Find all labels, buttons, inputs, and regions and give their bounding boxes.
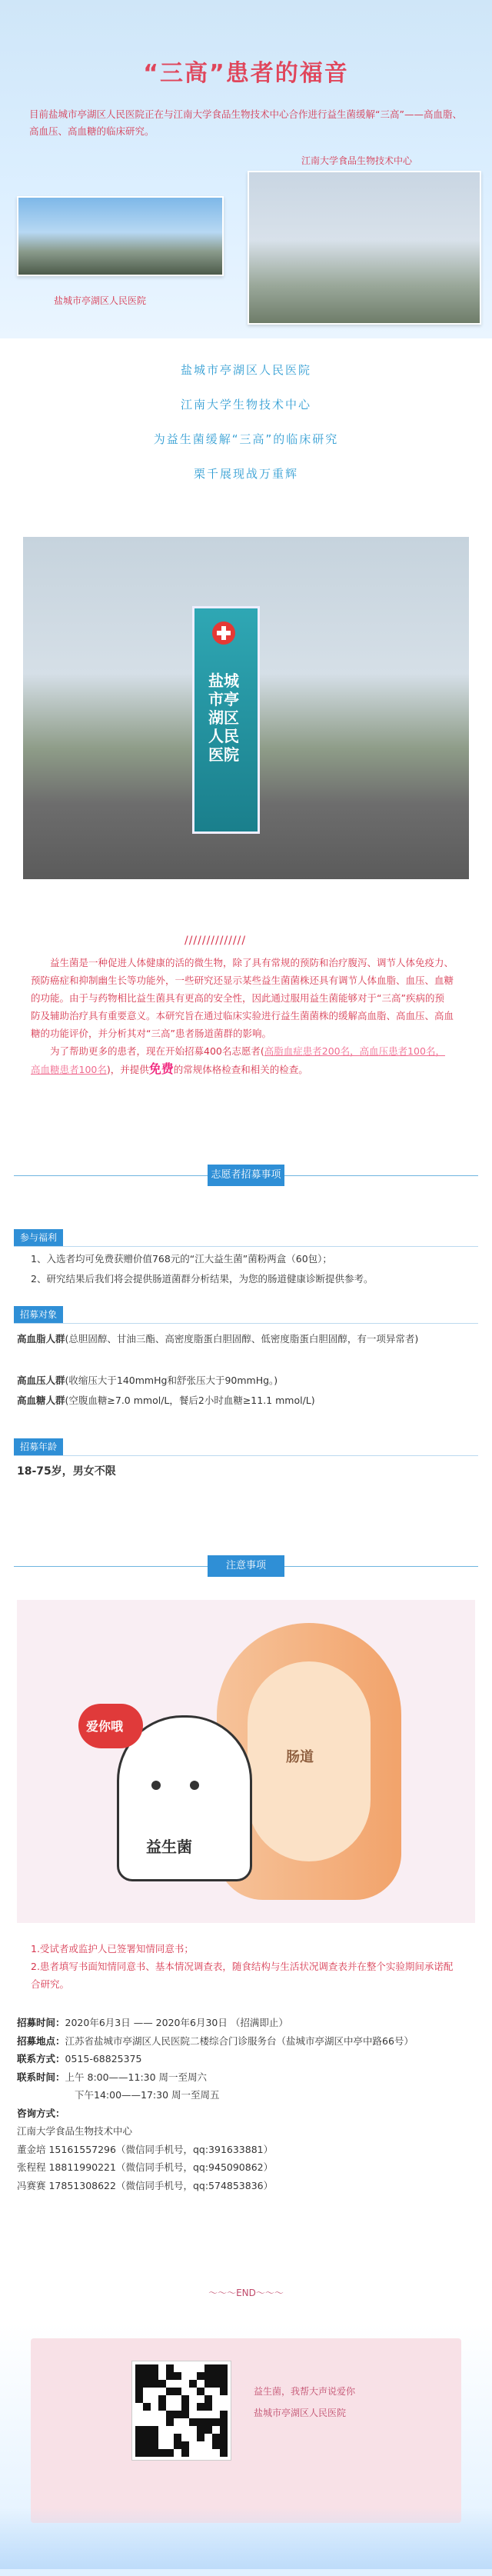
notice-item-2: 2.患者填写书面知情同意书、基本情况调查表，随食结构与生活状况调查表并在整个实验期间承诺配合研究。 bbox=[31, 1961, 454, 1990]
target-2-key: 高血压人群 bbox=[17, 1375, 65, 1386]
qr-cell bbox=[135, 2441, 143, 2449]
qr-cell bbox=[143, 2434, 151, 2441]
card-line-study: 为益生菌缓解“三高”的临床研究 bbox=[153, 432, 339, 446]
qr-cell bbox=[212, 2364, 220, 2372]
place-val: 江苏省盐城市亭湖区人民医院二楼综合门诊服务台（盐城市亭湖区中亭中路66号） bbox=[65, 2034, 414, 2047]
qr-cell bbox=[151, 2449, 158, 2457]
qr-cell bbox=[197, 2388, 204, 2395]
qr-cell bbox=[212, 2418, 220, 2426]
free-badge: 免费 bbox=[148, 1061, 174, 1076]
contact-1[interactable]: 董金培 15161557296（微信同手机号，qq:391633881） bbox=[17, 2143, 274, 2155]
qr-cell bbox=[143, 2449, 151, 2457]
sign-text: 盐城市亭湖区人民医院 bbox=[208, 671, 239, 764]
qr-cell bbox=[135, 2449, 143, 2457]
qr-cell bbox=[143, 2380, 151, 2388]
qr-cell bbox=[197, 2403, 204, 2411]
qr-cell bbox=[189, 2380, 197, 2388]
qr-cell bbox=[166, 2372, 174, 2380]
card-line-hospital: 盐城市亭湖区人民医院 bbox=[180, 363, 311, 377]
target-2-val: (收缩压大于140mmHg和舒张压大于90mmHg。) bbox=[65, 1375, 278, 1386]
qr-cell bbox=[220, 2372, 228, 2380]
qr-cell bbox=[174, 2388, 181, 2395]
qr-cell bbox=[158, 2449, 166, 2457]
hospital-sign-photo bbox=[23, 537, 469, 879]
qr-cell bbox=[143, 2403, 151, 2411]
qr-cell bbox=[135, 2364, 143, 2372]
qr-cell bbox=[204, 2364, 212, 2372]
para2-prefix: 为了帮助更多的患者，现在开始招募400名志愿者( bbox=[50, 1045, 264, 1057]
ghost-label: 益生菌 bbox=[146, 1838, 192, 1856]
end-marker: ～～～END～～～ bbox=[208, 2288, 284, 2298]
footer-ribbon bbox=[0, 2508, 492, 2569]
target-divider bbox=[14, 1323, 478, 1324]
description-para1: 益生菌是一种促进人体健康的活的微生物，除了具有常规的预防和治疗腹泻、调节人体免疫力、预防癌症和抑制幽生长等功能外，一些研究还显示某些益生菌菌株还具有调节人体血脂、血压、血糖的功能。由于与药物相比益生菌具有更高的安全性，因此通过服用益生菌能够对于“三高”疾病的预防及辅助治疗具有重要意义。本研究旨在通过临床实验进行益生菌菌株的缓解高血脂、高血压、高血糖的功能评价，并分析其对“三高”患者肠道菌群的影响。 bbox=[31, 957, 454, 1039]
description-text bbox=[31, 954, 454, 1078]
consult-row bbox=[17, 2104, 478, 2123]
footer-line-2: 盐城市亭湖区人民医院 bbox=[254, 2408, 347, 2418]
ghost-eye-left bbox=[151, 1781, 161, 1790]
contact-2[interactable]: 张程程 18811990221（微信同手机号，qq:945090862） bbox=[17, 2161, 274, 2173]
benefit-divider bbox=[14, 1246, 478, 1247]
qr-cell bbox=[135, 2395, 143, 2403]
footer-line-1: 益生菌，我帮大声说爱你 bbox=[254, 2386, 356, 2397]
qr-cell bbox=[204, 2418, 212, 2426]
qr-cell bbox=[212, 2441, 220, 2449]
target-3-val: (空腹血糖≥7.0 mmol/L，餐后2小时血糖≥11.1 mmol/L) bbox=[65, 1395, 315, 1406]
para2-suffix: 的常规体格检查和相关的检查。 bbox=[173, 1064, 308, 1075]
qr-cell bbox=[135, 2372, 143, 2380]
qr-cell bbox=[158, 2403, 166, 2411]
qr-cell bbox=[197, 2434, 204, 2441]
benefit-item-1: 1、入选者均可免费获赠价值768元的“江大益生菌”菌粉两盒（60包）； bbox=[31, 1253, 332, 1265]
qr-cell bbox=[143, 2441, 151, 2449]
qr-cell bbox=[204, 2426, 212, 2434]
description-para2 bbox=[31, 1042, 454, 1078]
qr-cell bbox=[143, 2364, 151, 2372]
qr-cell bbox=[181, 2411, 189, 2418]
qr-cell bbox=[151, 2441, 158, 2449]
hospital-photo-caption: 盐城市亭湖区人民医院 bbox=[54, 295, 147, 306]
qr-cell bbox=[204, 2395, 212, 2403]
para2-mid: )，并提供 bbox=[106, 1064, 149, 1075]
benefit-label: 参与福利 bbox=[14, 1229, 63, 1246]
qr-cell bbox=[204, 2372, 212, 2380]
place-key: 招募地点： bbox=[17, 2034, 65, 2047]
page-title: “三高”患者的福音 bbox=[143, 60, 349, 87]
qr-cell bbox=[135, 2426, 143, 2434]
qr-cell bbox=[151, 2434, 158, 2441]
phone-row bbox=[17, 2050, 478, 2068]
card-line-slogan: 栗千展现战万重辉 bbox=[193, 467, 298, 481]
recruit-banner: 志愿者招募事项 bbox=[208, 1165, 284, 1186]
qr-cell bbox=[166, 2388, 174, 2395]
footer-card bbox=[31, 2338, 461, 2523]
qr-cell bbox=[189, 2418, 197, 2426]
qr-cell bbox=[166, 2449, 174, 2457]
hours-key: 联系时间： bbox=[17, 2071, 65, 2083]
qr-cell bbox=[158, 2380, 166, 2388]
qr-cell bbox=[220, 2388, 228, 2395]
probiotic-illustration bbox=[17, 1600, 475, 1923]
hours-val-2: 下午14:00——17:30 周一至周五 bbox=[75, 2089, 220, 2101]
target-item-2 bbox=[17, 1372, 475, 1389]
card-line-center: 江南大学生物技术中心 bbox=[180, 398, 311, 412]
contact-3[interactable]: 冯赛赛 17851308622（微信同手机号，qq:574853836） bbox=[17, 2179, 274, 2191]
target-item-1 bbox=[17, 1331, 475, 1348]
para2-highlight: 高脂血症患者200名，高血压患者100名，高血糖患者100名 bbox=[31, 1045, 445, 1075]
qr-cell bbox=[197, 2418, 204, 2426]
qr-cell bbox=[204, 2380, 212, 2388]
decor-slashes: ////////////// bbox=[184, 935, 247, 947]
phone-key: 联系方式： bbox=[17, 2053, 65, 2064]
qr-code[interactable] bbox=[132, 2361, 231, 2460]
qr-cell bbox=[220, 2449, 228, 2457]
time-row bbox=[17, 2014, 478, 2032]
hours-val-1: 上午 8:00——11:30 周一至周六 bbox=[65, 2071, 208, 2083]
qr-cell bbox=[220, 2426, 228, 2434]
qr-cell bbox=[181, 2395, 189, 2403]
recruit-details bbox=[17, 2014, 478, 2194]
qr-cell bbox=[174, 2434, 181, 2441]
consult-org: 江南大学食品生物技术中心 bbox=[17, 2125, 133, 2137]
university-photo-caption: 江南大学食品生物技术中心 bbox=[301, 155, 413, 166]
notice-banner: 注意事项 bbox=[208, 1555, 284, 1577]
qr-cell bbox=[212, 2372, 220, 2380]
age-value: 18-75岁，男女不限 bbox=[17, 1465, 116, 1478]
target-3-key: 高血糖人群 bbox=[17, 1395, 65, 1406]
qr-cell bbox=[204, 2403, 212, 2411]
target-1-key: 高血脂人群 bbox=[17, 1333, 65, 1345]
qr-cell bbox=[220, 2411, 228, 2418]
qr-cell bbox=[143, 2426, 151, 2434]
qr-cell bbox=[151, 2364, 158, 2372]
qr-cell bbox=[181, 2449, 189, 2457]
target-label: 招募对象 bbox=[14, 1306, 63, 1323]
qr-cell bbox=[220, 2441, 228, 2449]
qr-cell bbox=[181, 2441, 189, 2449]
qr-cell bbox=[166, 2364, 174, 2372]
qr-cell bbox=[220, 2364, 228, 2372]
qr-cell bbox=[174, 2411, 181, 2418]
place-row bbox=[17, 2032, 478, 2051]
qr-cell bbox=[174, 2441, 181, 2449]
qr-cell bbox=[166, 2418, 174, 2426]
qr-cell bbox=[151, 2380, 158, 2388]
qr-cell bbox=[151, 2372, 158, 2380]
qr-cell bbox=[151, 2426, 158, 2434]
phone-val[interactable]: 0515-68825375 bbox=[65, 2053, 142, 2064]
target-item-3 bbox=[17, 1392, 475, 1409]
hospital-photo bbox=[17, 196, 224, 276]
intestine-label: 肠道 bbox=[286, 1749, 314, 1765]
qr-cell bbox=[197, 2372, 204, 2380]
intro-text: 目前盐城市亭湖区人民医院正在与江南大学食品生物技术中心合作进行益生菌缓解“三高”——高血脂、高血压、高血糖的临床研究。 bbox=[29, 108, 462, 137]
qr-cell bbox=[212, 2434, 220, 2441]
notice-text bbox=[31, 1940, 461, 1993]
qr-cell bbox=[174, 2372, 181, 2380]
love-text: 爱你哦 bbox=[86, 1719, 124, 1734]
qr-cell bbox=[181, 2403, 189, 2411]
qr-cell bbox=[135, 2380, 143, 2388]
notice-item-1: 1.受试者或监护人已签署知情同意书； bbox=[31, 1943, 194, 1954]
ghost-eye-right bbox=[190, 1781, 199, 1790]
qr-cell bbox=[166, 2411, 174, 2418]
qr-cell bbox=[220, 2380, 228, 2388]
red-cross-icon bbox=[212, 622, 235, 645]
consult-key: 咨询方式： bbox=[17, 2107, 65, 2119]
hours-row bbox=[17, 2068, 478, 2087]
qr-cell bbox=[143, 2372, 151, 2380]
age-label: 招募年龄 bbox=[14, 1438, 63, 1455]
qr-cell bbox=[220, 2418, 228, 2426]
qr-cell bbox=[135, 2388, 143, 2395]
qr-cell bbox=[135, 2434, 143, 2441]
target-1-val: (总胆固醇、甘油三酯、高密度脂蛋白胆固醇、低密度脂蛋白胆固醇，有一项异常者) bbox=[65, 1333, 419, 1345]
qr-cell bbox=[220, 2434, 228, 2441]
qr-cell bbox=[158, 2395, 166, 2403]
info-card bbox=[29, 338, 463, 504]
benefit-item-2: 2、研究结果后我们将会提供肠道菌群分析结果，为您的肠道健康诊断提供参考。 bbox=[31, 1273, 374, 1285]
time-val: 2020年6月3日 —— 2020年6月30日 （招满即止） bbox=[65, 2017, 288, 2028]
university-photo bbox=[248, 171, 481, 325]
qr-cell bbox=[212, 2380, 220, 2388]
time-key: 招募时间： bbox=[17, 2017, 65, 2028]
qr-cell bbox=[197, 2426, 204, 2434]
age-divider bbox=[14, 1455, 478, 1456]
